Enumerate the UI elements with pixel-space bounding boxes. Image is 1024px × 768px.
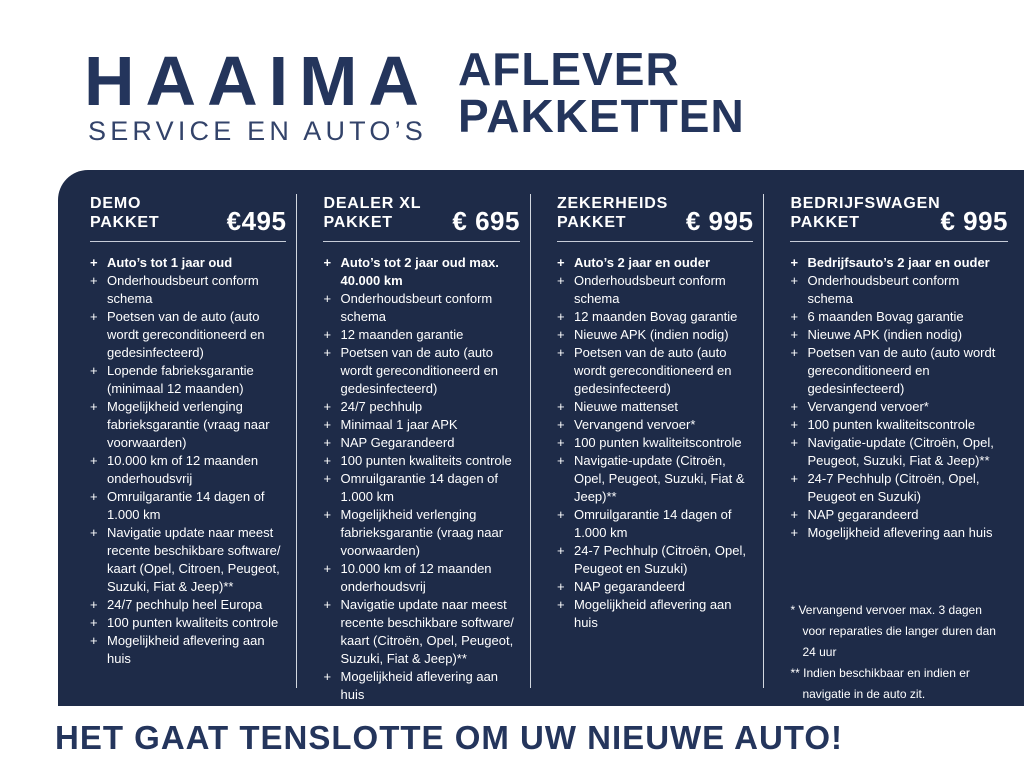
feature-item bbox=[557, 596, 753, 632]
plus-bullet: + bbox=[556, 453, 565, 468]
feature-item bbox=[557, 416, 753, 434]
footnotes bbox=[790, 600, 1008, 705]
plus-bullet: + bbox=[90, 633, 98, 648]
logo-subtitle: SERVICE EN AUTO’S bbox=[88, 116, 427, 146]
feature-text: Auto’s tot 2 jaar oud max. 40.000 km bbox=[340, 255, 499, 288]
plus-bullet: + bbox=[556, 543, 565, 558]
plus-bullet: + bbox=[323, 471, 332, 486]
feature-item bbox=[557, 308, 753, 326]
page-title-line1: AFLEVER bbox=[458, 43, 680, 95]
feature-text: 100 punten kwaliteitscontrole bbox=[573, 435, 742, 450]
feature-text: Mogelijkheid aflevering aan huis bbox=[573, 597, 732, 630]
feature-list bbox=[90, 254, 286, 668]
feature-item bbox=[557, 272, 753, 308]
feature-text: 12 maanden Bovag garantie bbox=[573, 309, 738, 324]
feature-text: Onderhoudsbeurt conform schema bbox=[107, 273, 259, 306]
feature-text: Minimaal 1 jaar APK bbox=[340, 417, 458, 432]
plus-bullet: + bbox=[323, 669, 332, 684]
feature-text: 10.000 km of 12 maanden onderhoudsvrij bbox=[340, 561, 492, 594]
feature-item bbox=[557, 254, 753, 272]
feature-item bbox=[790, 344, 1008, 398]
feature-item bbox=[323, 506, 519, 560]
package-column bbox=[764, 194, 1024, 701]
plus-bullet: + bbox=[790, 255, 799, 270]
feature-text: 100 punten kwaliteits controle bbox=[340, 453, 512, 468]
feature-text: Nieuwe APK (indien nodig) bbox=[807, 327, 963, 342]
feature-list bbox=[790, 254, 1008, 542]
feature-text: Navigatie-update (Citroën, Opel, Peugeot, Suzuki, Fiat & Jeep)** bbox=[573, 453, 745, 504]
feature-text: Poetsen van de auto (auto wordt gereconditioneerd en gedesinfecteerd) bbox=[573, 345, 732, 396]
plus-bullet: + bbox=[323, 327, 332, 342]
package-column bbox=[531, 194, 764, 688]
feature-item bbox=[90, 632, 286, 668]
feature-item bbox=[790, 254, 1008, 272]
package-name-line1: BEDRIJFSWAGEN bbox=[790, 195, 941, 212]
plus-bullet: + bbox=[90, 615, 98, 630]
feature-item bbox=[790, 398, 1008, 416]
feature-item bbox=[790, 308, 1008, 326]
feature-text: Lopende fabrieksgarantie (minimaal 12 maanden) bbox=[107, 363, 254, 396]
feature-item bbox=[90, 362, 286, 398]
feature-text: Onderhoudsbeurt conform schema bbox=[807, 273, 960, 306]
package-header bbox=[556, 194, 754, 236]
feature-text: Vervangend vervoer* bbox=[807, 399, 929, 414]
feature-item bbox=[323, 668, 519, 704]
feature-list bbox=[323, 254, 519, 704]
feature-text: Poetsen van de auto (auto wordt gereconditioneerd en gedesinfecteerd) bbox=[340, 345, 499, 396]
feature-item bbox=[790, 326, 1008, 344]
feature-text: Mogelijkheid verlenging fabrieksgarantie (vraag naar voorwaarden) bbox=[107, 399, 270, 450]
feature-item bbox=[790, 434, 1008, 470]
feature-item bbox=[323, 452, 519, 470]
plus-bullet: + bbox=[90, 309, 98, 324]
feature-text: Poetsen van de auto (auto wordt gereconditioneerd en gedesinfecteerd) bbox=[807, 345, 996, 396]
feature-item bbox=[557, 542, 753, 578]
plus-bullet: + bbox=[90, 363, 98, 378]
plus-bullet: + bbox=[556, 597, 565, 612]
feature-text: Nieuwe APK (indien nodig) bbox=[573, 327, 729, 342]
feature-text: Onderhoudsbeurt conform schema bbox=[573, 273, 726, 306]
feature-text: 24/7 pechhulp heel Europa bbox=[107, 597, 263, 612]
package-name-line2: PAKKET bbox=[790, 214, 860, 231]
plus-bullet: + bbox=[790, 471, 799, 486]
plus-bullet: + bbox=[790, 345, 799, 360]
package-name-line1: ZEKERHEIDS bbox=[556, 195, 669, 212]
plus-bullet: + bbox=[90, 453, 98, 468]
plus-bullet: + bbox=[323, 435, 332, 450]
feature-item bbox=[323, 254, 519, 290]
package-name bbox=[557, 194, 668, 232]
package-price: € 695 bbox=[452, 206, 520, 236]
feature-text: Mogelijkheid aflevering aan huis bbox=[807, 525, 993, 540]
feature-item bbox=[323, 398, 519, 416]
page-title bbox=[458, 43, 745, 142]
feature-item bbox=[557, 344, 753, 398]
plus-bullet: + bbox=[323, 597, 332, 612]
feature-text: NAP gegarandeerd bbox=[807, 507, 919, 522]
feature-text: Mogelijkheid aflevering aan huis bbox=[340, 669, 499, 702]
feature-text: 100 punten kwaliteitscontrole bbox=[807, 417, 976, 432]
feature-list bbox=[557, 254, 753, 632]
feature-text: Navigatie-update (Citroën, Opel, Peugeot, Suzuki, Fiat & Jeep)** bbox=[807, 435, 994, 468]
package-header bbox=[790, 194, 1009, 236]
package-column bbox=[58, 194, 297, 688]
package-name bbox=[790, 194, 940, 232]
feature-text: Omruilgarantie 14 dagen of 1.000 km bbox=[107, 489, 265, 522]
plus-bullet: + bbox=[323, 255, 332, 270]
feature-item bbox=[90, 254, 286, 272]
package-name-line1: DEMO bbox=[90, 195, 142, 212]
plus-bullet: + bbox=[556, 309, 565, 324]
plus-bullet: + bbox=[90, 489, 98, 504]
plus-bullet: + bbox=[90, 399, 98, 414]
feature-item bbox=[323, 326, 519, 344]
feature-item bbox=[90, 272, 286, 308]
package-column bbox=[297, 194, 530, 702]
feature-text: Nieuwe mattenset bbox=[573, 399, 679, 414]
plus-bullet: + bbox=[556, 327, 565, 342]
plus-bullet: + bbox=[90, 255, 98, 270]
feature-text: Omruilgarantie 14 dagen of 1.000 km bbox=[573, 507, 732, 540]
feature-text: 10.000 km of 12 maanden onderhoudsvrij bbox=[107, 453, 259, 486]
plus-bullet: + bbox=[556, 417, 565, 432]
plus-bullet: + bbox=[790, 417, 799, 432]
plus-bullet: + bbox=[790, 273, 799, 288]
footnote: ** Indien beschikbaar en indien er navigatie in de auto zit. bbox=[790, 666, 970, 701]
feature-item bbox=[557, 398, 753, 416]
feature-text: 12 maanden garantie bbox=[340, 327, 464, 342]
feature-item bbox=[323, 290, 519, 326]
package-name-line2: PAKKET bbox=[556, 214, 627, 231]
plus-bullet: + bbox=[556, 507, 565, 522]
feature-text: Bedrijfsauto’s 2 jaar en ouder bbox=[807, 255, 990, 270]
package-name-line1: DEALER XL bbox=[323, 195, 422, 212]
feature-item bbox=[90, 308, 286, 362]
footnote: * Vervangend vervoer max. 3 dagen voor reparaties die langer duren dan 24 uur bbox=[790, 603, 996, 659]
plus-bullet: + bbox=[323, 561, 332, 576]
feature-text: 6 maanden Bovag garantie bbox=[807, 309, 964, 324]
feature-text: Onderhoudsbeurt conform schema bbox=[340, 291, 493, 324]
feature-text: 24-7 Pechhulp (Citroën, Opel, Peugeot en Suzuki) bbox=[573, 543, 746, 576]
plus-bullet: + bbox=[556, 435, 565, 450]
footer-tagline: HET GAAT TENSLOTTE OM UW NIEUWE AUTO! bbox=[55, 719, 844, 756]
package-price: €495 bbox=[226, 206, 287, 236]
feature-text: 24-7 Pechhulp (Citroën, Opel, Peugeot en Suzuki) bbox=[807, 471, 980, 504]
header-divider bbox=[790, 241, 1008, 242]
package-header bbox=[323, 194, 520, 236]
page-title-line2: PAKKETTEN bbox=[458, 90, 745, 142]
header-divider bbox=[323, 241, 519, 242]
feature-item bbox=[323, 344, 519, 398]
plus-bullet: + bbox=[556, 255, 565, 270]
feature-text: Mogelijkheid verlenging fabrieksgarantie (vraag naar voorwaarden) bbox=[340, 507, 504, 558]
feature-item bbox=[323, 416, 519, 434]
feature-text: Vervangend vervoer* bbox=[573, 417, 696, 432]
plus-bullet: + bbox=[323, 507, 332, 522]
dealer-logo bbox=[84, 42, 430, 147]
plus-bullet: + bbox=[323, 291, 332, 306]
plus-bullet: + bbox=[790, 399, 799, 414]
feature-item bbox=[790, 470, 1008, 506]
header-divider bbox=[557, 241, 753, 242]
package-name-line2: PAKKET bbox=[90, 214, 160, 231]
plus-bullet: + bbox=[790, 507, 799, 522]
package-header bbox=[90, 194, 287, 236]
plus-bullet: + bbox=[323, 417, 332, 432]
feature-text: NAP Gegarandeerd bbox=[340, 435, 455, 450]
feature-text: Auto’s tot 1 jaar oud bbox=[107, 255, 233, 270]
feature-item bbox=[557, 326, 753, 344]
header-divider bbox=[90, 241, 286, 242]
logo-title: HAAIMA bbox=[84, 42, 430, 120]
feature-text: 100 punten kwaliteits controle bbox=[107, 615, 279, 630]
feature-item bbox=[557, 506, 753, 542]
feature-text: Mogelijkheid aflevering aan huis bbox=[107, 633, 265, 666]
plus-bullet: + bbox=[556, 579, 565, 594]
feature-text: 24/7 pechhulp bbox=[340, 399, 423, 414]
package-name bbox=[90, 194, 159, 232]
feature-item bbox=[90, 614, 286, 632]
feature-item bbox=[323, 560, 519, 596]
feature-item bbox=[557, 452, 753, 506]
plus-bullet: + bbox=[790, 309, 799, 324]
package-columns bbox=[58, 194, 1024, 702]
plus-bullet: + bbox=[790, 327, 799, 342]
feature-item bbox=[323, 434, 519, 452]
plus-bullet: + bbox=[790, 525, 799, 540]
package-name-line2: PAKKET bbox=[323, 214, 393, 231]
plus-bullet: + bbox=[556, 399, 565, 414]
plus-bullet: + bbox=[323, 453, 332, 468]
feature-text: Auto’s 2 jaar en ouder bbox=[573, 255, 711, 270]
package-name bbox=[323, 194, 421, 232]
feature-item bbox=[90, 524, 286, 596]
plus-bullet: + bbox=[323, 399, 332, 414]
feature-item bbox=[557, 434, 753, 452]
packages-panel bbox=[58, 170, 1024, 706]
plus-bullet: + bbox=[556, 345, 565, 360]
plus-bullet: + bbox=[90, 525, 98, 540]
feature-text: Poetsen van de auto (auto wordt gereconditioneerd en gedesinfecteerd) bbox=[107, 309, 265, 360]
feature-item bbox=[323, 596, 519, 668]
plus-bullet: + bbox=[323, 345, 332, 360]
feature-text: Omruilgarantie 14 dagen of 1.000 km bbox=[340, 471, 499, 504]
feature-item bbox=[790, 524, 1008, 542]
feature-item bbox=[323, 470, 519, 506]
plus-bullet: + bbox=[556, 273, 565, 288]
feature-item bbox=[90, 596, 286, 614]
plus-bullet: + bbox=[790, 435, 799, 450]
feature-text: Navigatie update naar meest recente beschikbare software/ kaart (Citroën, Opel, Peugeot, Suzuki, Fiat & Jeep)** bbox=[340, 597, 514, 666]
plus-bullet: + bbox=[90, 597, 98, 612]
feature-item bbox=[790, 506, 1008, 524]
feature-item bbox=[557, 578, 753, 596]
feature-item bbox=[90, 398, 286, 452]
package-price: € 995 bbox=[940, 206, 1009, 236]
feature-item bbox=[90, 452, 286, 488]
feature-text: Navigatie update naar meest recente beschikbare software/ kaart (Opel, Citroen, Peugeot, Suzuki, Fiat & Jeep)** bbox=[107, 525, 281, 594]
plus-bullet: + bbox=[90, 273, 98, 288]
feature-item bbox=[90, 488, 286, 524]
feature-text: NAP gegarandeerd bbox=[573, 579, 686, 594]
feature-item bbox=[790, 416, 1008, 434]
package-price: € 995 bbox=[685, 206, 754, 236]
feature-item bbox=[790, 272, 1008, 308]
